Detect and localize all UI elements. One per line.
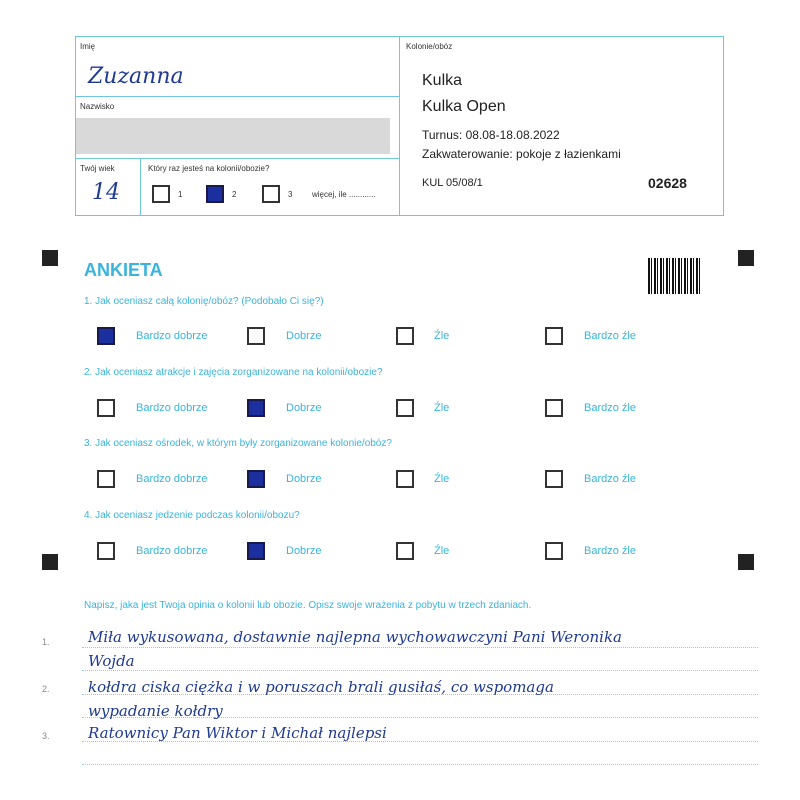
q3-option-bardzo-dobrze[interactable]: [97, 470, 115, 488]
q2-option-dobrze[interactable]: [247, 399, 265, 417]
question-3: 3. Jak oceniasz ośrodek, w którym były zorganizowane kolonie/obóz?: [84, 438, 392, 449]
answer-line: [82, 647, 758, 648]
q2-label-bardzo-zle: Bardzo źle: [584, 402, 636, 414]
surname-redacted: [76, 118, 390, 154]
q2-option-bardzo-zle[interactable]: [545, 399, 563, 417]
q3-label-bardzo-zle: Bardzo źle: [584, 473, 636, 485]
divider: [140, 158, 141, 216]
corner-marker: [738, 554, 754, 570]
more-label: więcej, ile ............: [312, 190, 376, 199]
times-checkbox-2[interactable]: [206, 185, 224, 203]
q1-option-zle[interactable]: [396, 327, 414, 345]
times-label: Który raz jesteś na kolonii/obozie?: [148, 164, 270, 173]
answer-3-line-1[interactable]: Ratownicy Pan Wiktor i Michał najlepsi: [88, 724, 387, 742]
camp-name: Kulka: [422, 72, 463, 89]
q3-label-bardzo-dobrze: Bardzo dobrze: [136, 473, 208, 485]
q1-label-dobrze: Dobrze: [286, 330, 322, 342]
corner-marker: [42, 554, 58, 570]
q2-label-zle: Źle: [434, 402, 450, 414]
q4-label-bardzo-zle: Bardzo źle: [584, 545, 636, 557]
q2-option-bardzo-dobrze[interactable]: [97, 399, 115, 417]
age-label: Twój wiek: [80, 164, 115, 173]
q4-option-bardzo-dobrze[interactable]: [97, 542, 115, 560]
q1-label-zle: Źle: [434, 330, 450, 342]
form-number: 02628: [648, 175, 687, 191]
name-label: Imię: [80, 42, 96, 51]
q1-option-bardzo-zle[interactable]: [545, 327, 563, 345]
times-option-3: 3: [288, 190, 293, 199]
question-4: 4. Jak oceniasz jedzenie podczas kolonii/obozu?: [84, 510, 300, 521]
answer-number-2: 2.: [42, 684, 50, 694]
camp-label: Kolonie/obóz: [406, 42, 453, 51]
times-option-2: 2: [232, 190, 237, 199]
q3-option-zle[interactable]: [396, 470, 414, 488]
answer-1-line-2[interactable]: Wojda: [88, 652, 135, 670]
answer-number-1: 1.: [42, 637, 50, 647]
opinion-prompt: Napisz, jaka jest Twoja opinia o kolonii lub obozie. Opisz swoje wrażenia z pobytu w trzech zdaniach.: [84, 600, 532, 611]
q4-option-zle[interactable]: [396, 542, 414, 560]
q3-label-dobrze: Dobrze: [286, 473, 322, 485]
divider: [75, 158, 400, 159]
q1-option-dobrze[interactable]: [247, 327, 265, 345]
answer-2-line-1[interactable]: kołdra ciska ciężka i w poruszach brali gusiłaś, co wspomaga: [88, 678, 554, 696]
divider: [75, 96, 400, 97]
camp-code: KUL 05/08/1: [422, 177, 483, 189]
q2-label-dobrze: Dobrze: [286, 402, 322, 414]
times-option-1: 1: [178, 190, 183, 199]
barcode: [648, 258, 702, 294]
q4-option-dobrze[interactable]: [247, 542, 265, 560]
answer-number-3: 3.: [42, 731, 50, 741]
q4-label-dobrze: Dobrze: [286, 545, 322, 557]
age-value[interactable]: 14: [92, 180, 120, 205]
q1-option-bardzo-dobrze[interactable]: [97, 327, 115, 345]
q4-option-bardzo-zle[interactable]: [545, 542, 563, 560]
answer-line: [82, 670, 758, 671]
question-1: 1. Jak oceniasz całą kolonię/obóz? (Podobało Ci się?): [84, 296, 324, 307]
q3-option-bardzo-zle[interactable]: [545, 470, 563, 488]
answer-line: [82, 764, 758, 765]
q1-label-bardzo-zle: Bardzo źle: [584, 330, 636, 342]
q2-label-bardzo-dobrze: Bardzo dobrze: [136, 402, 208, 414]
q3-option-dobrze[interactable]: [247, 470, 265, 488]
q1-label-bardzo-dobrze: Bardzo dobrze: [136, 330, 208, 342]
question-2: 2. Jak oceniasz atrakcje i zajęcia zorganizowane na kolonii/obozie?: [84, 367, 383, 378]
q4-label-bardzo-dobrze: Bardzo dobrze: [136, 545, 208, 557]
corner-marker: [738, 250, 754, 266]
answer-1-line-1[interactable]: Miła wykusowana, dostawnie najlepna wychowawczyni Pani Weronika: [88, 628, 622, 646]
zakwaterowanie: Zakwaterowanie: pokoje z łazienkami: [422, 147, 621, 161]
q2-option-zle[interactable]: [396, 399, 414, 417]
times-checkbox-3[interactable]: [262, 185, 280, 203]
camp-subname: Kulka Open: [422, 98, 506, 115]
q4-label-zle: Źle: [434, 545, 450, 557]
times-checkbox-1[interactable]: [152, 185, 170, 203]
surname-label: Nazwisko: [80, 102, 115, 111]
name-value[interactable]: Zuzanna: [88, 64, 184, 89]
answer-2-line-2[interactable]: wypadanie kołdry: [88, 702, 223, 720]
corner-marker: [42, 250, 58, 266]
turnus: Turnus: 08.08-18.08.2022: [422, 128, 560, 142]
survey-title: ANKIETA: [84, 260, 163, 280]
q3-label-zle: Źle: [434, 473, 450, 485]
